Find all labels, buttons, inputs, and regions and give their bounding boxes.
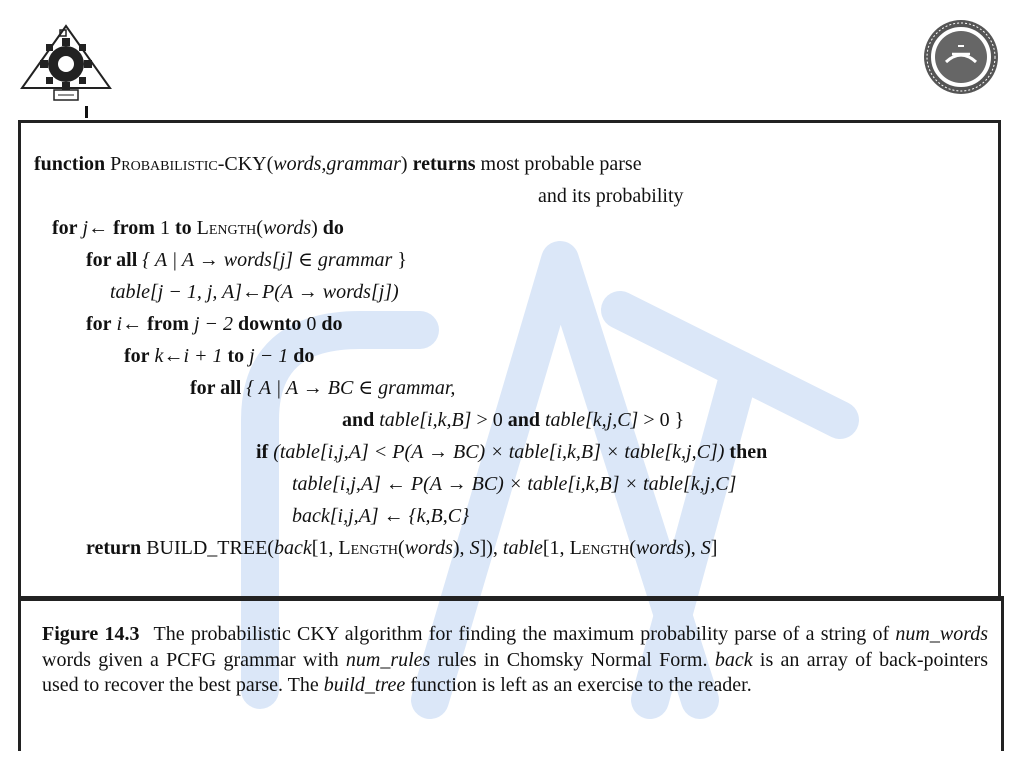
function-name: BUILD_TREE: [146, 537, 268, 559]
assign-arrow: ←: [122, 313, 143, 335]
variable: back: [273, 537, 312, 559]
index: [j]): [370, 281, 399, 303]
algo-line-5: [110, 280, 399, 304]
caption-text: is an array of back-pointers used to recover the best parse. The: [42, 648, 988, 696]
punct: (: [267, 537, 274, 559]
variable: j: [82, 217, 89, 239]
figure-label: Figure 14.3: [42, 623, 140, 645]
variable: words: [223, 249, 272, 271]
algo-line-8: [190, 376, 455, 400]
caption-italic: num_words: [895, 623, 989, 645]
variable: i: [116, 313, 123, 335]
return-desc: most probable parse: [480, 153, 642, 175]
keyword: to: [227, 345, 245, 367]
keyword: for all: [86, 249, 138, 271]
keyword: to: [174, 217, 192, 239]
keyword: for: [52, 217, 78, 239]
expression: i + 1: [183, 345, 223, 367]
assign-arrow: ←: [163, 345, 184, 367]
caption-text: The probabilistic CKY algorithm for finding the maximum probability parse of a string of: [153, 623, 896, 645]
algo-line-1: [34, 152, 642, 176]
expression: table[k,j,C]: [545, 409, 639, 431]
punct: [1,: [542, 537, 570, 559]
figure-caption: [42, 622, 988, 699]
expression: table[i,k,B]: [379, 409, 472, 431]
keyword: returns: [412, 153, 476, 175]
keyword: downto: [238, 313, 302, 335]
caption-italic: back: [714, 648, 753, 671]
variable: k: [154, 345, 164, 367]
algo-line-9: [342, 408, 684, 432]
punct: (: [398, 537, 405, 559]
variable: S: [700, 537, 711, 559]
caption-text: rules in Chomsky Normal Form.: [430, 648, 715, 671]
comparison: > 0: [471, 409, 508, 431]
keyword: from: [147, 313, 189, 335]
keyword: function: [34, 153, 106, 175]
function-name: Length: [196, 217, 257, 239]
variable: words: [635, 537, 685, 559]
variable: table: [502, 537, 543, 559]
punct: ),: [684, 537, 701, 559]
punct: ]),: [479, 537, 503, 559]
keyword: do: [321, 313, 343, 335]
set-expr: { A | A →: [142, 249, 224, 271]
caption-italic: num_rules: [345, 648, 431, 671]
algo-line-3: for j← from 1 to Length(words) do: [52, 217, 344, 239]
algo-line-10: [256, 440, 767, 464]
punct: [1,: [311, 537, 339, 559]
variable: words: [404, 537, 453, 559]
caption-text: words given a PCFG grammar with: [42, 648, 346, 671]
operator: ∈: [293, 249, 318, 271]
condition: (table[i,j,A] < P(A → BC) × table[i,k,B] × table[k,j,C]): [273, 441, 725, 463]
function-name: Length: [338, 537, 399, 559]
comparison: > 0 }: [638, 409, 685, 431]
university-gear-logo: [18, 22, 114, 108]
keyword: for all: [190, 377, 242, 399]
algo-line-11: [292, 472, 736, 496]
expression: j − 1: [249, 345, 289, 367]
function-name: Length: [569, 537, 630, 559]
assignment: back[i,j,A] ← {k,B,C}: [292, 505, 470, 527]
punct: ]: [710, 537, 718, 559]
algo-line-7: [124, 344, 314, 368]
keyword: for: [86, 313, 112, 335]
caption-italic: build_tree: [323, 674, 406, 696]
variable: grammar: [317, 249, 393, 271]
value: 0: [306, 313, 317, 335]
assignment: table[i,j,A] ← P(A → BC) × table[i,k,B] × table[k,j,C]: [292, 473, 737, 495]
algo-line-12: [292, 504, 469, 528]
value: 1: [159, 217, 170, 239]
keyword: and: [507, 409, 540, 431]
assign-arrow: ←: [88, 217, 109, 239]
assign-arrow: ←: [242, 281, 263, 303]
index: [j − 1, j, A]: [150, 281, 243, 303]
set-expr: { A | A → BC ∈: [246, 377, 379, 399]
algo-line-4: [86, 248, 407, 272]
algo-line-6: [86, 312, 343, 336]
margin-tick: [85, 106, 88, 118]
punct: ),: [452, 537, 470, 559]
brace: }: [392, 249, 407, 271]
keyword: do: [293, 345, 315, 367]
keyword: if: [256, 441, 269, 463]
keyword: then: [729, 441, 768, 463]
keyword: do: [322, 217, 344, 239]
paren: (: [266, 153, 274, 175]
algo-line-13: [86, 536, 717, 560]
variable: S: [469, 537, 480, 559]
variable: table: [110, 281, 150, 303]
index: [j]: [271, 249, 294, 271]
algo-line-2: and its probability: [538, 185, 684, 207]
variable: words: [262, 217, 312, 239]
function-args: words,grammar: [273, 153, 401, 175]
expression: P(A →: [262, 281, 323, 303]
variable: words: [322, 281, 371, 303]
paren: ): [400, 153, 408, 175]
keyword: return: [86, 537, 142, 559]
caption-text: function is left as an exercise to the reader.: [405, 674, 752, 696]
keyword: and: [342, 409, 375, 431]
keyword: for: [124, 345, 150, 367]
expression: j − 2: [193, 313, 234, 335]
punct: (: [629, 537, 636, 559]
variable: grammar,: [378, 377, 456, 399]
university-seal-logo: [922, 18, 1000, 96]
keyword: from: [113, 217, 155, 239]
function-name: Probabilistic-CKY: [110, 153, 267, 175]
